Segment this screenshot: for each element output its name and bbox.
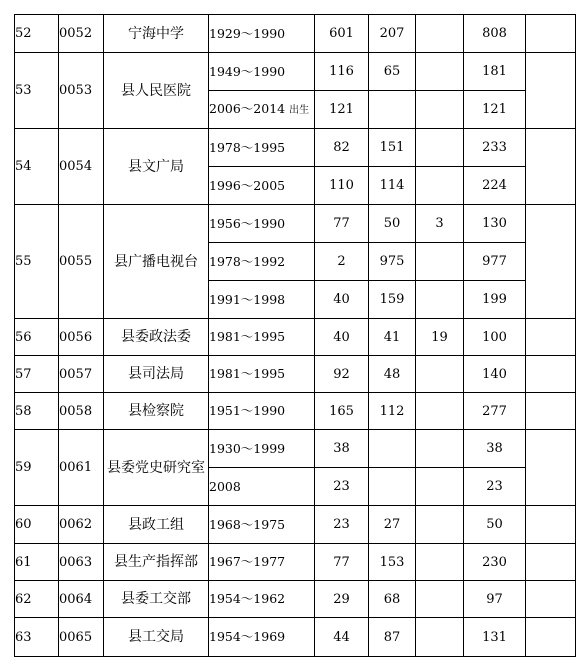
count-cell-3 xyxy=(416,91,464,129)
serial-number-cell: 55 xyxy=(15,205,59,319)
year-range-cell xyxy=(209,319,315,356)
remarks-cell xyxy=(526,319,576,356)
unit-name-cell: 县工交局 xyxy=(104,618,209,657)
count-cell-1: 82 xyxy=(315,129,369,167)
serial-number-cell: 63 xyxy=(15,618,59,657)
year-range-text: 1929～1990 xyxy=(209,25,286,41)
unit-name-cell: 县政工组 xyxy=(104,506,209,544)
fonds-code-cell: 0055 xyxy=(59,205,104,319)
count-cell-2 xyxy=(369,91,416,129)
year-range-text: 1967～1977 xyxy=(209,554,286,569)
remarks-cell xyxy=(526,544,576,581)
count-cell-3 xyxy=(416,281,464,319)
table-row xyxy=(15,544,576,581)
year-range-cell xyxy=(209,356,315,393)
table-row xyxy=(15,430,576,468)
count-cell-2: 41 xyxy=(369,319,416,356)
year-range-text: 1981～1995 xyxy=(209,366,286,381)
year-range-text: 1978～1995 xyxy=(209,139,286,155)
count-cell-2: 48 xyxy=(369,356,416,393)
serial-number-cell: 61 xyxy=(15,544,59,581)
count-cell-2: 68 xyxy=(369,581,416,618)
year-range-text: 1954～1962 xyxy=(209,591,286,606)
count-cell-2 xyxy=(369,468,416,506)
year-range-cell xyxy=(209,167,315,205)
total-cell: 38 xyxy=(464,430,526,468)
count-cell-1: 44 xyxy=(315,618,369,657)
serial-number-cell: 59 xyxy=(15,430,59,506)
unit-name-cell: 县司法局 xyxy=(104,356,209,393)
count-cell-1: 38 xyxy=(315,430,369,468)
fonds-code-cell: 0056 xyxy=(59,319,104,356)
year-range-cell xyxy=(209,468,315,506)
table-row xyxy=(15,53,576,91)
total-cell: 181 xyxy=(464,53,526,91)
year-range-cell xyxy=(209,544,315,581)
year-range-text: 1978～1992 xyxy=(209,253,286,269)
total-cell: 131 xyxy=(464,618,526,657)
count-cell-3 xyxy=(416,53,464,91)
table-row xyxy=(15,356,576,393)
remarks-cell xyxy=(526,53,576,129)
fonds-code-cell: 0061 xyxy=(59,430,104,506)
year-range-cell xyxy=(209,129,315,167)
count-cell-3: 3 xyxy=(416,205,464,243)
count-cell-2: 975 xyxy=(369,243,416,281)
count-cell-3 xyxy=(416,581,464,618)
count-cell-2: 114 xyxy=(369,167,416,205)
count-cell-2: 65 xyxy=(369,53,416,91)
table-row xyxy=(15,319,576,356)
count-cell-2 xyxy=(369,430,416,468)
count-cell-1: 601 xyxy=(315,15,369,53)
unit-name-cell: 县检察院 xyxy=(104,393,209,430)
table-row xyxy=(15,393,576,430)
total-cell: 233 xyxy=(464,129,526,167)
count-cell-1: 121 xyxy=(315,91,369,129)
count-cell-3 xyxy=(416,15,464,53)
count-cell-1: 92 xyxy=(315,356,369,393)
table-row xyxy=(15,129,576,167)
year-range-text: 1996～2005 xyxy=(209,177,286,193)
count-cell-3 xyxy=(416,393,464,430)
year-range-text: 1954～1969 xyxy=(209,629,286,644)
count-cell-3 xyxy=(416,243,464,281)
unit-name-cell: 县委政法委 xyxy=(104,319,209,356)
remarks-cell xyxy=(526,581,576,618)
count-cell-3 xyxy=(416,506,464,544)
remarks-cell xyxy=(526,205,576,319)
count-cell-1: 40 xyxy=(315,281,369,319)
fonds-code-cell: 0065 xyxy=(59,618,104,657)
serial-number-cell: 57 xyxy=(15,356,59,393)
total-cell: 230 xyxy=(464,544,526,581)
serial-number-cell: 62 xyxy=(15,581,59,618)
year-range-text: 2008 xyxy=(209,478,241,494)
year-range-text: 1981～1995 xyxy=(209,329,286,344)
count-cell-1: 40 xyxy=(315,319,369,356)
count-cell-1: 165 xyxy=(315,393,369,430)
count-cell-1: 77 xyxy=(315,544,369,581)
serial-number-cell: 53 xyxy=(15,53,59,129)
year-range-cell xyxy=(209,506,315,544)
total-cell: 50 xyxy=(464,506,526,544)
fonds-code-cell: 0057 xyxy=(59,356,104,393)
count-cell-3: 19 xyxy=(416,319,464,356)
serial-number-cell: 58 xyxy=(15,393,59,430)
remarks-cell xyxy=(526,618,576,657)
year-range-cell xyxy=(209,243,315,281)
year-range-cell xyxy=(209,393,315,430)
unit-name-cell: 县委党史研究室 xyxy=(104,430,209,506)
count-cell-1: 29 xyxy=(315,581,369,618)
count-cell-3 xyxy=(416,430,464,468)
year-range-text: 1949～1990 xyxy=(209,63,286,79)
unit-name-cell: 县人民医院 xyxy=(104,53,209,129)
year-range-text: 1930～1999 xyxy=(209,440,286,456)
count-cell-2: 207 xyxy=(369,15,416,53)
count-cell-1: 2 xyxy=(315,243,369,281)
year-range-cell xyxy=(209,205,315,243)
table-row xyxy=(15,205,576,243)
unit-name-cell: 县广播电视台 xyxy=(104,205,209,319)
count-cell-3 xyxy=(416,129,464,167)
count-cell-2: 153 xyxy=(369,544,416,581)
total-cell: 140 xyxy=(464,356,526,393)
year-range-text: 1951～1990 xyxy=(209,403,286,418)
unit-name-cell: 县生产指挥部 xyxy=(104,544,209,581)
table-row xyxy=(15,15,576,53)
serial-number-cell: 52 xyxy=(15,15,59,53)
fonds-code-cell: 0052 xyxy=(59,15,104,53)
count-cell-1: 110 xyxy=(315,167,369,205)
count-cell-2: 27 xyxy=(369,506,416,544)
count-cell-3 xyxy=(416,468,464,506)
total-cell: 277 xyxy=(464,393,526,430)
year-range-cell xyxy=(209,581,315,618)
serial-number-cell: 56 xyxy=(15,319,59,356)
count-cell-2: 50 xyxy=(369,205,416,243)
remarks-cell xyxy=(526,15,576,53)
count-cell-3 xyxy=(416,167,464,205)
fonds-code-cell: 0064 xyxy=(59,581,104,618)
count-cell-2: 87 xyxy=(369,618,416,657)
total-cell: 97 xyxy=(464,581,526,618)
fonds-code-cell: 0054 xyxy=(59,129,104,205)
count-cell-2: 159 xyxy=(369,281,416,319)
count-cell-1: 116 xyxy=(315,53,369,91)
total-cell: 808 xyxy=(464,15,526,53)
year-range-note: 出生 xyxy=(289,104,310,116)
fonds-code-cell: 0063 xyxy=(59,544,104,581)
total-cell: 100 xyxy=(464,319,526,356)
table-row xyxy=(15,618,576,657)
count-cell-2: 151 xyxy=(369,129,416,167)
remarks-cell xyxy=(526,356,576,393)
year-range-text: 1991～1998 xyxy=(209,291,286,307)
total-cell: 130 xyxy=(464,205,526,243)
count-cell-1: 77 xyxy=(315,205,369,243)
table-body xyxy=(15,15,576,657)
total-cell: 199 xyxy=(464,281,526,319)
count-cell-1: 23 xyxy=(315,468,369,506)
unit-name-cell: 县文广局 xyxy=(104,129,209,205)
count-cell-1: 23 xyxy=(315,506,369,544)
year-range-cell xyxy=(209,15,315,53)
serial-number-cell: 54 xyxy=(15,129,59,205)
total-cell: 224 xyxy=(464,167,526,205)
year-range-text: 2006～2014 xyxy=(209,100,286,116)
unit-name-cell: 宁海中学 xyxy=(104,15,209,53)
fonds-code-cell: 0053 xyxy=(59,53,104,129)
year-range-cell xyxy=(209,430,315,468)
remarks-cell xyxy=(526,393,576,430)
remarks-cell xyxy=(526,430,576,506)
archive-holdings-table xyxy=(14,14,576,657)
year-range-cell xyxy=(209,281,315,319)
total-cell: 23 xyxy=(464,468,526,506)
table-row xyxy=(15,581,576,618)
unit-name-cell: 县委工交部 xyxy=(104,581,209,618)
total-cell: 121 xyxy=(464,91,526,129)
serial-number-cell: 60 xyxy=(15,506,59,544)
remarks-cell xyxy=(526,506,576,544)
count-cell-2: 112 xyxy=(369,393,416,430)
count-cell-3 xyxy=(416,544,464,581)
year-range-cell xyxy=(209,618,315,657)
remarks-cell xyxy=(526,129,576,205)
count-cell-3 xyxy=(416,618,464,657)
count-cell-3 xyxy=(416,356,464,393)
year-range-text: 1956～1990 xyxy=(209,215,286,231)
table-row xyxy=(15,506,576,544)
fonds-code-cell: 0058 xyxy=(59,393,104,430)
year-range-text: 1968～1975 xyxy=(209,516,286,532)
year-range-cell xyxy=(209,53,315,91)
total-cell: 977 xyxy=(464,243,526,281)
fonds-code-cell: 0062 xyxy=(59,506,104,544)
year-range-cell xyxy=(209,91,315,129)
